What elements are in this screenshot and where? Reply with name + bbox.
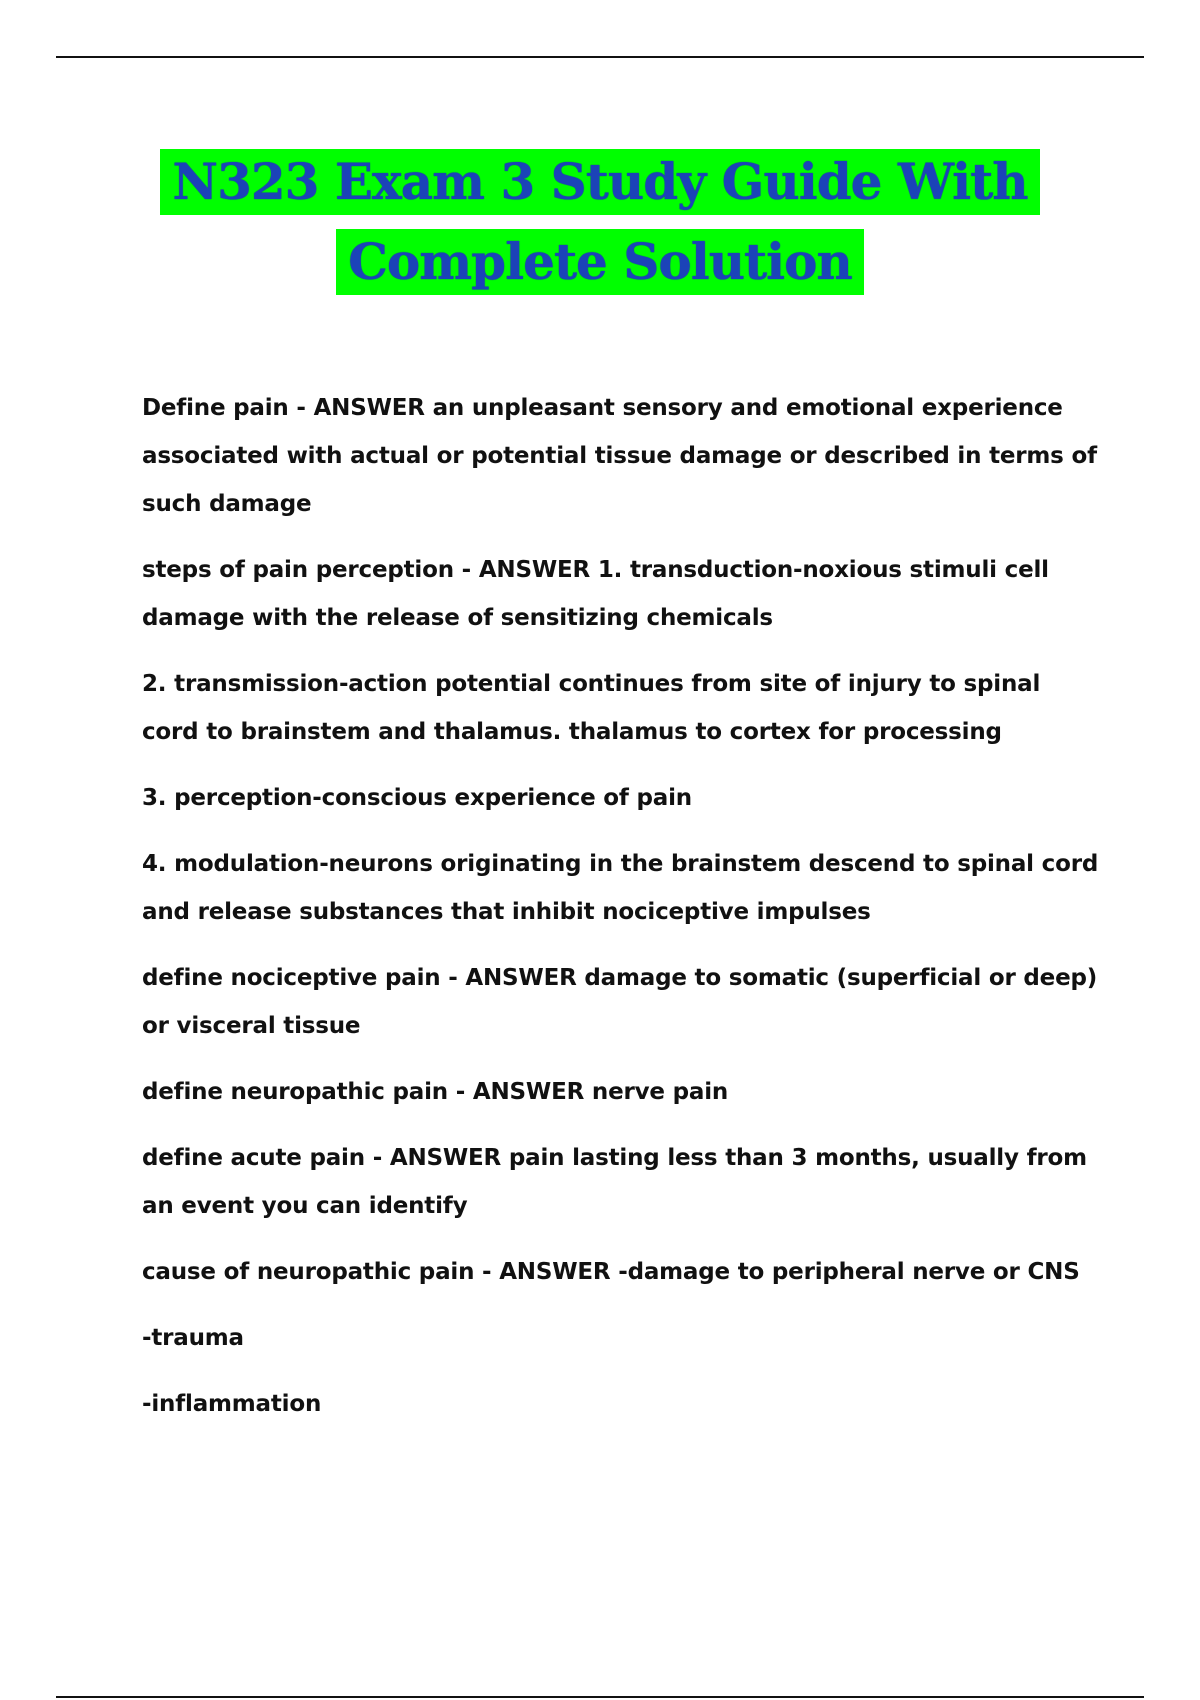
bottom-divider — [56, 1696, 1144, 1698]
entry-steps-of-pain-perception: steps of pain perception - ANSWER 1. transduction-noxious stimuli cell damage with the release of sensitizing chemicals — [142, 557, 1049, 631]
document-title — [0, 142, 1200, 302]
entry-transmission: 2. transmission-action potential continues from site of injury to spinal cord to brainstem and thalamus. thalamus to cortex for processing — [142, 671, 1041, 745]
entry-cause-neuropathic-pain: cause of neuropathic pain - ANSWER -damage to peripheral nerve or CNS — [142, 1259, 1080, 1285]
top-divider — [56, 56, 1144, 58]
entry-trauma: -trauma — [142, 1325, 244, 1351]
entry-neuropathic-pain: define neuropathic pain - ANSWER nerve pain — [142, 1079, 729, 1105]
entry-inflammation: -inflammation — [142, 1391, 322, 1417]
entry-modulation: 4. modulation-neurons originating in the brainstem descend to spinal cord and release substances that inhibit nociceptive impulses — [142, 851, 1099, 925]
title-line-2: Complete Solution — [336, 229, 864, 295]
title-line-1: N323 Exam 3 Study Guide With — [160, 149, 1039, 215]
entry-acute-pain: define acute pain - ANSWER pain lasting less than 3 months, usually from an event you can identify — [142, 1145, 1087, 1219]
entry-define-pain: Define pain - ANSWER an unpleasant sensory and emotional experience associated with actual or potential tissue damage or described in terms of such damage — [142, 395, 1097, 517]
entry-perception: 3. perception-conscious experience of pain — [142, 785, 692, 811]
study-guide-content — [142, 384, 1102, 1446]
entry-nociceptive-pain: define nociceptive pain - ANSWER damage to somatic (superficial or deep) or visceral tissue — [142, 965, 1098, 1039]
